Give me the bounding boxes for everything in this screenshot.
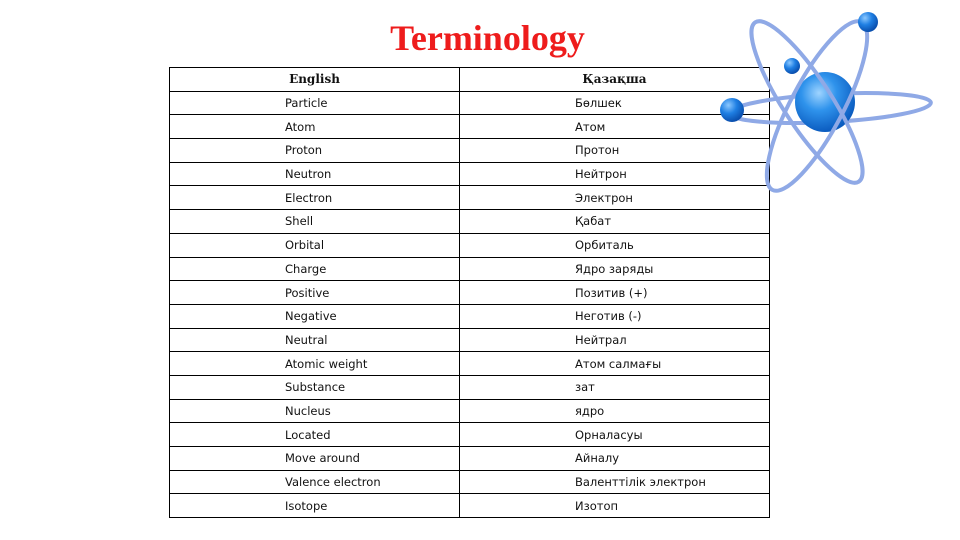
table-row bbox=[170, 328, 770, 352]
english-term: Neutral bbox=[170, 328, 460, 352]
english-term: Isotope bbox=[170, 494, 460, 518]
table-row bbox=[170, 375, 770, 399]
table-row bbox=[170, 447, 770, 471]
kazakh-term: Орбиталь bbox=[460, 233, 770, 257]
kazakh-term: Атом bbox=[460, 115, 770, 139]
kazakh-term: Бөлшек bbox=[460, 91, 770, 115]
english-term: Atom bbox=[170, 115, 460, 139]
kazakh-term: Орналасуы bbox=[460, 423, 770, 447]
terminology-table bbox=[169, 67, 770, 518]
kazakh-term: зат bbox=[460, 375, 770, 399]
kazakh-term: Неготив (-) bbox=[460, 304, 770, 328]
table-row bbox=[170, 257, 770, 281]
kazakh-term: Айналу bbox=[460, 447, 770, 471]
kazakh-term: Позитив (+) bbox=[460, 281, 770, 305]
table-row bbox=[170, 423, 770, 447]
kazakh-term: Атом салмағы bbox=[460, 352, 770, 376]
english-term: Negative bbox=[170, 304, 460, 328]
table-row bbox=[170, 304, 770, 328]
english-term: Proton bbox=[170, 139, 460, 163]
english-term: Particle bbox=[170, 91, 460, 115]
column-header-kazakh: Қазақша bbox=[460, 68, 770, 92]
english-term: Neutron bbox=[170, 162, 460, 186]
table-row bbox=[170, 470, 770, 494]
table-row bbox=[170, 162, 770, 186]
english-term: Shell bbox=[170, 210, 460, 234]
english-term: Nucleus bbox=[170, 399, 460, 423]
english-term: Substance bbox=[170, 375, 460, 399]
kazakh-term: Ядро заряды bbox=[460, 257, 770, 281]
english-term: Charge bbox=[170, 257, 460, 281]
slide-title: Terminology bbox=[390, 18, 585, 58]
kazakh-term: ядро bbox=[460, 399, 770, 423]
kazakh-term: Протон bbox=[460, 139, 770, 163]
kazakh-term: Электрон bbox=[460, 186, 770, 210]
kazakh-term: Нейтрал bbox=[460, 328, 770, 352]
table-row bbox=[170, 352, 770, 376]
table-row bbox=[170, 186, 770, 210]
table-row bbox=[170, 210, 770, 234]
column-header-english: English bbox=[170, 68, 460, 92]
english-term: Atomic weight bbox=[170, 352, 460, 376]
kazakh-term: Валенттілік электрон bbox=[460, 470, 770, 494]
english-term: Located bbox=[170, 423, 460, 447]
english-term: Valence electron bbox=[170, 470, 460, 494]
nucleus bbox=[795, 72, 855, 132]
kazakh-term: Нейтрон bbox=[460, 162, 770, 186]
english-term: Positive bbox=[170, 281, 460, 305]
table-row bbox=[170, 281, 770, 305]
english-term: Electron bbox=[170, 186, 460, 210]
table-row bbox=[170, 494, 770, 518]
table-row bbox=[170, 399, 770, 423]
table-header-row bbox=[170, 68, 770, 92]
table-row bbox=[170, 115, 770, 139]
english-term: Move around bbox=[170, 447, 460, 471]
table-row bbox=[170, 233, 770, 257]
electron-inner bbox=[784, 58, 800, 74]
english-term: Orbital bbox=[170, 233, 460, 257]
kazakh-term: Изотоп bbox=[460, 494, 770, 518]
table-row bbox=[170, 91, 770, 115]
table-row bbox=[170, 139, 770, 163]
kazakh-term: Қабат bbox=[460, 210, 770, 234]
